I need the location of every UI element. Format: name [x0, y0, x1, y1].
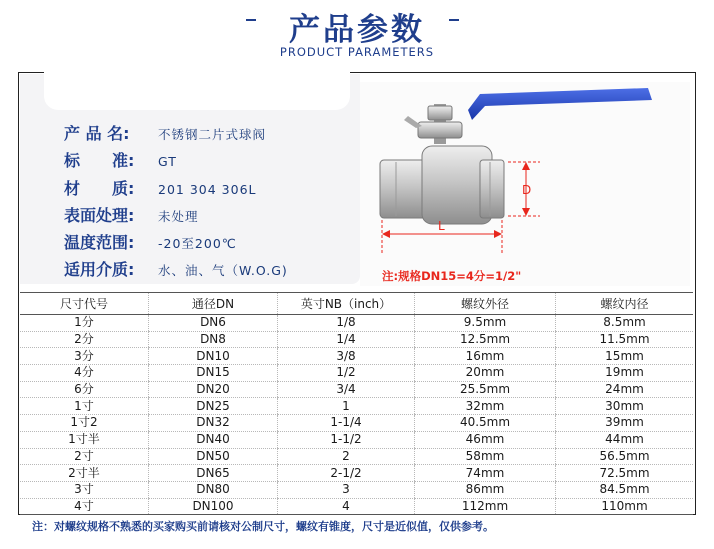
- spec-value: -20至200℃: [158, 236, 237, 251]
- table-cell: 3/4: [278, 381, 415, 398]
- table-cell: 1寸半: [20, 431, 149, 448]
- table-body: [20, 315, 693, 515]
- table-cell: 4寸: [20, 498, 149, 515]
- table-cell: 56.5mm: [556, 448, 694, 465]
- table-row: [20, 431, 693, 448]
- col-size-code: 尺寸代号: [20, 293, 149, 315]
- spec-label: 产 品 名:: [64, 124, 130, 143]
- table-cell: 16mm: [415, 348, 556, 365]
- table-cell: 72.5mm: [556, 465, 694, 482]
- spec-label: 温度范围:: [64, 233, 135, 252]
- table-cell: 40.5mm: [415, 415, 556, 432]
- table-cell: 11.5mm: [556, 331, 694, 348]
- table-cell: DN20: [149, 381, 278, 398]
- table-cell: 3寸: [20, 481, 149, 498]
- table-cell: 32mm: [415, 398, 556, 415]
- table-cell: 3: [278, 481, 415, 498]
- spec-panel-cap: [44, 72, 350, 110]
- valve-right-port: [480, 160, 504, 218]
- spec-value: 未处理: [158, 209, 199, 224]
- table-cell: 84.5mm: [556, 481, 694, 498]
- table-cell: 15mm: [556, 348, 694, 365]
- table-cell: 12.5mm: [415, 331, 556, 348]
- col-thread-od: 螺纹外径: [415, 293, 556, 315]
- table-cell: 58mm: [415, 448, 556, 465]
- spec-row-material: [64, 176, 257, 199]
- table-cell: 86mm: [415, 481, 556, 498]
- table-cell: DN40: [149, 431, 278, 448]
- table-cell: 19mm: [556, 365, 694, 382]
- table-cell: 2寸: [20, 448, 149, 465]
- table-row: [20, 481, 693, 498]
- table-row: [20, 465, 693, 482]
- table-cell: 1寸: [20, 398, 149, 415]
- table-cell: 25.5mm: [415, 381, 556, 398]
- table-cell: 112mm: [415, 498, 556, 515]
- table-cell: 110mm: [556, 498, 694, 515]
- table-cell: 1: [278, 398, 415, 415]
- table-row: [20, 315, 693, 332]
- table-cell: 24mm: [556, 381, 694, 398]
- page-subtitle: PRODUCT PARAMETERS: [279, 45, 435, 59]
- dim-d-label: D: [522, 183, 532, 197]
- spec-value: GT: [158, 154, 177, 169]
- table-cell: 9.5mm: [415, 315, 556, 332]
- ball-valve-drawing: [360, 82, 690, 286]
- table-cell: DN65: [149, 465, 278, 482]
- spec-label: 标 准:: [64, 151, 135, 170]
- table-row: [20, 498, 693, 515]
- col-dn: 通径DN: [149, 293, 278, 315]
- valve-gland: [418, 122, 462, 138]
- table-cell: 46mm: [415, 431, 556, 448]
- spec-label: 适用介质:: [64, 260, 135, 279]
- valve-nut: [428, 106, 452, 120]
- table-cell: DN50: [149, 448, 278, 465]
- table-cell: DN6: [149, 315, 278, 332]
- table-cell: 4: [278, 498, 415, 515]
- table-cell: 2-1/2: [278, 465, 415, 482]
- page-title: 产品参数: [289, 12, 425, 48]
- spec-label: 材 质:: [64, 179, 135, 198]
- table-cell: 2寸半: [20, 465, 149, 482]
- spec-row-temperature: [64, 230, 237, 253]
- table-row: [20, 381, 693, 398]
- table-row: [20, 415, 693, 432]
- table-cell: 1分: [20, 315, 149, 332]
- spec-row-product-name: [64, 121, 266, 144]
- spec-value: 201 304 306L: [158, 182, 257, 197]
- spec-row-medium: [64, 257, 288, 280]
- table-cell: 2分: [20, 331, 149, 348]
- spec-value: 不锈钢二片式球阀: [158, 127, 267, 142]
- table-cell: 30mm: [556, 398, 694, 415]
- table-cell: 1/4: [278, 331, 415, 348]
- table-cell: 1寸2: [20, 415, 149, 432]
- size-note: 注:规格DN15=4分=1/2": [382, 269, 522, 283]
- table-cell: 1/2: [278, 365, 415, 382]
- table-cell: 2: [278, 448, 415, 465]
- table-row: [20, 448, 693, 465]
- table-row: [20, 348, 693, 365]
- table-cell: 3分: [20, 348, 149, 365]
- table-cell: 6分: [20, 381, 149, 398]
- table-cell: 8.5mm: [556, 315, 694, 332]
- spec-row-surface: [64, 203, 199, 226]
- table-cell: 1-1/2: [278, 431, 415, 448]
- table-cell: 20mm: [415, 365, 556, 382]
- table-row: [20, 398, 693, 415]
- spec-value: 水、油、气（W.O.G): [158, 263, 288, 278]
- table-cell: DN80: [149, 481, 278, 498]
- table-cell: DN32: [149, 415, 278, 432]
- table-header-row: [20, 293, 693, 315]
- spec-row-standard: [64, 148, 177, 171]
- spec-label: 表面处理:: [64, 206, 135, 225]
- table-row: [20, 365, 693, 382]
- table-cell: DN25: [149, 398, 278, 415]
- table-cell: 4分: [20, 365, 149, 382]
- col-thread-id: 螺纹内径: [556, 293, 694, 315]
- col-inch: 英寸NB（inch）: [278, 293, 415, 315]
- table-cell: 1/8: [278, 315, 415, 332]
- dimension-table: [20, 292, 693, 515]
- table-cell: 39mm: [556, 415, 694, 432]
- dim-l-label: L: [438, 219, 445, 233]
- table-row: [20, 331, 693, 348]
- table-cell: DN10: [149, 348, 278, 365]
- table-cell: DN8: [149, 331, 278, 348]
- table-cell: DN15: [149, 365, 278, 382]
- table-cell: DN100: [149, 498, 278, 515]
- table-cell: 44mm: [556, 431, 694, 448]
- footnote: 注：对螺纹规格不熟悉的买家购买前请核对公制尺寸，螺纹有锥度，尺寸是近似值，仅供参考。: [32, 520, 494, 533]
- table-cell: 1-1/4: [278, 415, 415, 432]
- valve-handle: [468, 88, 652, 120]
- product-photo: [360, 82, 690, 286]
- table-cell: 3/8: [278, 348, 415, 365]
- table-cell: 74mm: [415, 465, 556, 482]
